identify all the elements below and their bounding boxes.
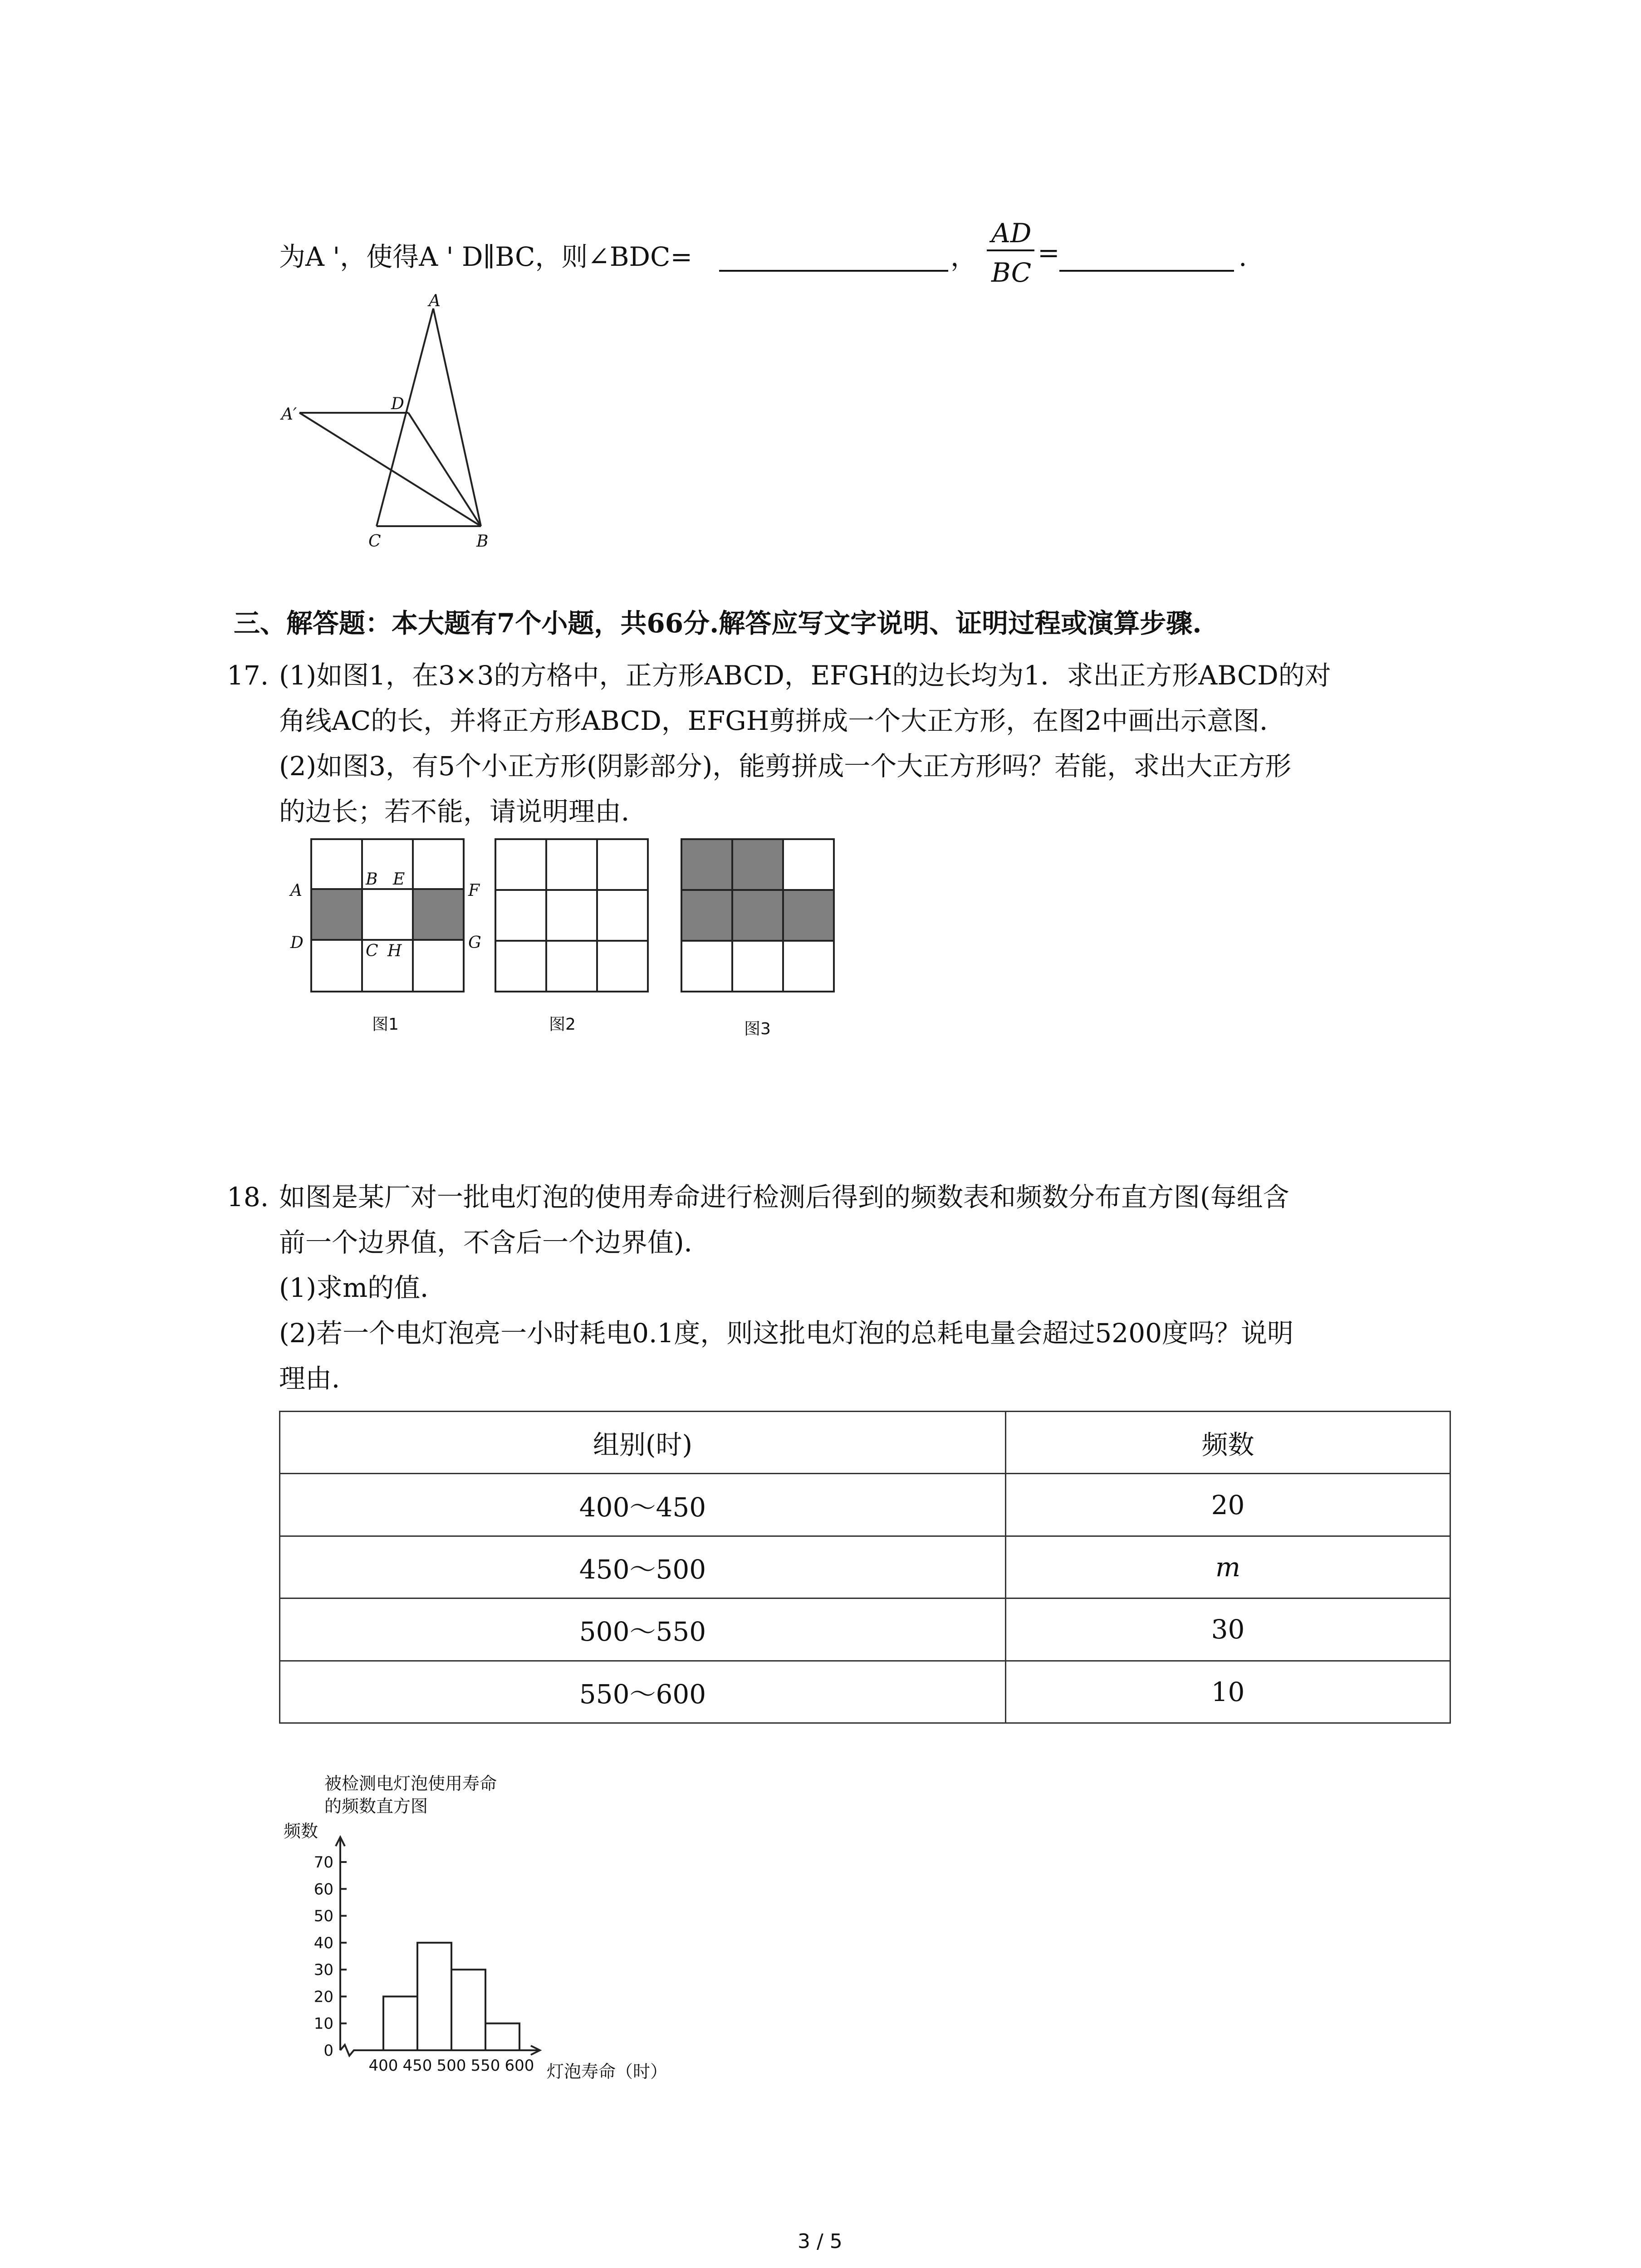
label-c: C [368,532,381,551]
fig1-label-f: F [468,881,480,900]
q17-line3: (2)如图3，有5个小正方形(阴影部分)，能剪拼成一个大正方形吗？若能，求出大正方形 [279,751,1292,782]
q16-text: 为A '，使得A ' D∥BC，则∠BDC= [279,241,693,272]
table-cell-frequency: 10 [1006,1661,1450,1723]
triangle-fold-figure [272,290,508,553]
table-row [280,1598,1450,1661]
q17-figure-1 [281,839,485,1039]
segment-ac [377,308,433,526]
table-header-frequency: 频数 [1006,1412,1450,1474]
fig1-label-g: G [468,934,481,952]
y-tick-label: 20 [314,1988,333,2006]
histogram-bar [383,1996,417,2050]
q18-number: 18. [227,1182,269,1212]
histogram-bar [485,2024,519,2050]
q17-figure-2 [495,839,658,1039]
q16-fraction-numerator: AD [991,218,1032,249]
table-cell-group: 500～550 [280,1598,1006,1661]
q16-equals: = [1038,237,1060,268]
q18-line1: 如图是某厂对一批电灯泡的使用寿命进行检测后得到的频数表和频数分布直方图(每组含 [279,1182,1289,1212]
fig1-label-b: B [366,870,378,889]
fig1-caption: 图1 [372,1015,399,1034]
label-b: B [476,532,489,551]
x-tick-label: 450 [402,2057,432,2075]
table-header-group: 组别(时) [280,1412,1006,1474]
table-cell-frequency: m [1006,1536,1450,1598]
center-square [362,889,413,940]
histogram-y-label: 频数 [284,1821,318,1841]
y-tick-label: 0 [323,2042,333,2060]
shaded-square-efgh [413,889,464,940]
section-3-heading: 三、解答题：本大题有7个小题，共66分.解答应写文字说明、证明过程或演算步骤. [234,608,1202,639]
q17-number: 17. [227,660,269,691]
y-tick-label: 10 [314,2014,333,2033]
q17-figure-3 [681,839,844,1043]
table-cell-group: 400～450 [280,1474,1006,1536]
x-tick-label: 600 [505,2057,534,2075]
q17-line4: 的边长；若不能，请说明理由． [279,796,648,827]
fig1-label-a: A [290,881,302,900]
q16-period: . [1239,241,1247,272]
histogram-bar [451,1970,485,2050]
fig1-label-e: E [393,870,405,889]
fig2-caption: 图2 [549,1015,576,1034]
label-a: A [429,292,441,310]
table-cell-group: 450～500 [280,1536,1006,1598]
q16-answer-blank-2 [1059,270,1234,272]
frequency-histogram [272,1769,726,2096]
x-tick-label: 500 [436,2057,466,2075]
q16-answer-blank-1 [719,270,948,272]
y-tick-label: 30 [314,1961,333,1980]
y-tick-label: 40 [314,1934,333,1952]
label-d: D [391,395,404,413]
segment-a-prime-b [299,413,481,526]
y-tick-label: 70 [314,1853,333,1872]
q17-line1: (1)如图1，在3×3的方格中，正方形ABCD，EFGH的边长均为1．求出正方形ABCD的对 [279,660,1331,691]
table-header-row [280,1412,1450,1474]
fig1-label-d: D [290,934,304,952]
segment-db [408,413,481,526]
segment-ab [433,308,481,526]
table-row [280,1536,1450,1598]
x-tick-label: 550 [470,2057,500,2075]
q16-fraction-denominator: BC [991,257,1032,288]
histogram-bar [417,1943,451,2050]
y-tick-label: 60 [314,1880,333,1899]
table-cell-group: 550～600 [280,1661,1006,1723]
histogram-x-label: 灯泡寿命（时） [547,2062,668,2082]
q18-line3: (1)求m的值． [279,1272,447,1303]
q16-fraction-bar [987,249,1034,251]
table-cell-frequency: 20 [1006,1474,1450,1536]
fig1-label-h: H [387,942,402,960]
shaded-square-left [311,889,362,940]
q16-comma: ， [950,241,977,272]
table-row [280,1474,1450,1536]
histogram-title-line2: 的频数直方图 [324,1796,428,1816]
page-number: 3 / 5 [798,2230,843,2253]
label-a-prime: A′ [281,405,297,424]
x-tick-label: 400 [368,2057,398,2075]
table-cell-frequency: 30 [1006,1598,1450,1661]
table-row [280,1661,1450,1723]
q18-line4: (2)若一个电灯泡亮一小时耗电0.1度，则这批电灯泡的总耗电量会超过5200度吗？说明 [279,1318,1294,1349]
q18-line2: 前一个边界值，不含后一个边界值)． [279,1227,710,1258]
q17-line2: 角线AC的长，并将正方形ABCD，EFGH剪拼成一个大正方形，在图2中画出示意图． [279,705,1286,736]
fig3-caption: 图3 [744,1020,771,1038]
y-tick-label: 50 [314,1907,333,1926]
q18-line5: 理由． [279,1363,358,1394]
fig1-label-c: C [366,942,378,960]
histogram-title-line1: 被检测电灯泡使用寿命 [324,1774,497,1794]
frequency-table [279,1411,1451,1724]
